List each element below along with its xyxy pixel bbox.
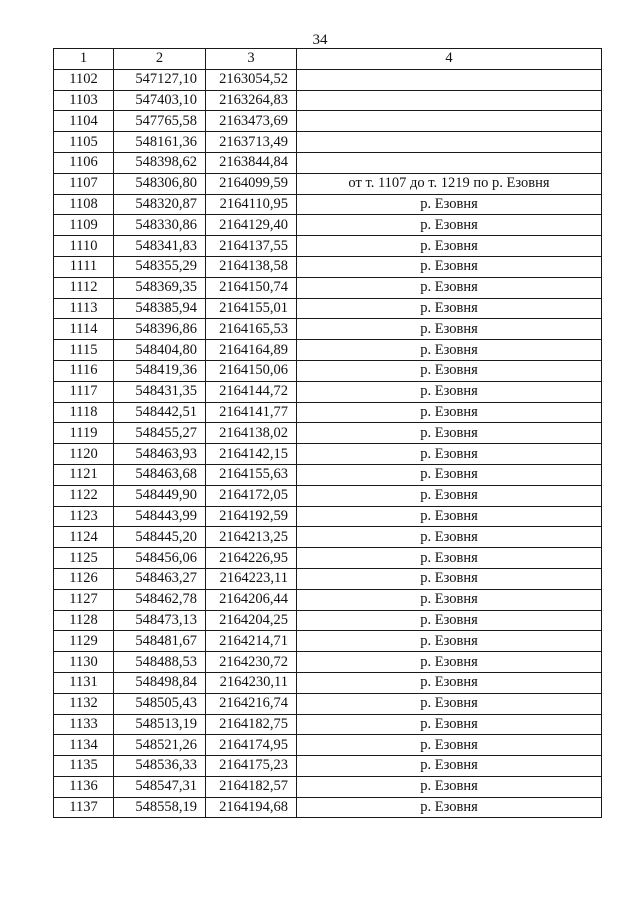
description-cell: р. Езовня [297,444,602,465]
point-number-cell: 1115 [54,340,114,361]
table-row [54,132,602,153]
y-coordinate-cell: 2164141,77 [206,402,297,423]
description-cell [297,90,602,111]
point-number-cell: 1128 [54,610,114,631]
table-row [54,277,602,298]
x-coordinate-cell: 548456,06 [114,548,206,569]
y-coordinate-cell: 2164150,06 [206,360,297,381]
description-cell: от т. 1107 до т. 1219 по р. Езовня [297,173,602,194]
x-coordinate-cell: 548398,62 [114,152,206,173]
description-cell: р. Езовня [297,423,602,444]
table-header-row [54,49,602,70]
description-cell [297,132,602,153]
table-row [54,610,602,631]
table-row [54,423,602,444]
x-coordinate-cell: 548385,94 [114,298,206,319]
description-cell: р. Езовня [297,298,602,319]
x-coordinate-cell: 548341,83 [114,236,206,257]
y-coordinate-cell: 2164172,05 [206,485,297,506]
x-coordinate-cell: 548445,20 [114,527,206,548]
y-coordinate-cell: 2164216,74 [206,693,297,714]
point-number-cell: 1131 [54,672,114,693]
x-coordinate-cell: 548481,67 [114,631,206,652]
point-number-cell: 1132 [54,693,114,714]
x-coordinate-cell: 548536,33 [114,756,206,777]
y-coordinate-cell: 2164165,53 [206,319,297,340]
point-number-cell: 1108 [54,194,114,215]
table-row [54,319,602,340]
point-number-cell: 1125 [54,548,114,569]
description-cell: р. Езовня [297,776,602,797]
point-number-cell: 1121 [54,464,114,485]
x-coordinate-cell: 548462,78 [114,589,206,610]
y-coordinate-cell: 2164182,75 [206,714,297,735]
point-number-cell: 1117 [54,381,114,402]
description-cell: р. Езовня [297,589,602,610]
point-number-cell: 1135 [54,756,114,777]
table-row [54,631,602,652]
point-number-cell: 1120 [54,444,114,465]
description-cell: р. Езовня [297,568,602,589]
description-cell: р. Езовня [297,610,602,631]
y-coordinate-cell: 2164175,23 [206,756,297,777]
description-cell: р. Езовня [297,402,602,423]
y-coordinate-cell: 2163713,49 [206,132,297,153]
table-row [54,672,602,693]
y-coordinate-cell: 2164194,68 [206,797,297,818]
table-row [54,756,602,777]
point-number-cell: 1103 [54,90,114,111]
table-row [54,381,602,402]
x-coordinate-cell: 548431,35 [114,381,206,402]
table-row [54,485,602,506]
table-row [54,548,602,569]
y-coordinate-cell: 2164099,59 [206,173,297,194]
y-coordinate-cell: 2164155,63 [206,464,297,485]
table-row [54,693,602,714]
y-coordinate-cell: 2164137,55 [206,236,297,257]
x-coordinate-cell: 548404,80 [114,340,206,361]
description-cell: р. Езовня [297,340,602,361]
point-number-cell: 1116 [54,360,114,381]
table-row [54,69,602,90]
x-coordinate-cell: 548558,19 [114,797,206,818]
x-coordinate-cell: 547127,10 [114,69,206,90]
point-number-cell: 1107 [54,173,114,194]
y-coordinate-cell: 2164223,11 [206,568,297,589]
point-number-cell: 1114 [54,319,114,340]
description-cell: р. Езовня [297,256,602,277]
description-cell: р. Езовня [297,756,602,777]
x-coordinate-cell: 548463,27 [114,568,206,589]
table-row [54,194,602,215]
point-number-cell: 1102 [54,69,114,90]
y-coordinate-cell: 2164150,74 [206,277,297,298]
column-header-point: 1 [54,49,114,70]
description-cell: р. Езовня [297,485,602,506]
x-coordinate-cell: 548521,26 [114,735,206,756]
table-row [54,340,602,361]
y-coordinate-cell: 2164174,95 [206,735,297,756]
y-coordinate-cell: 2164213,25 [206,527,297,548]
description-cell: р. Езовня [297,672,602,693]
point-number-cell: 1137 [54,797,114,818]
y-coordinate-cell: 2164142,15 [206,444,297,465]
point-number-cell: 1104 [54,111,114,132]
point-number-cell: 1118 [54,402,114,423]
point-number-cell: 1134 [54,735,114,756]
column-header-description: 4 [297,49,602,70]
table-row [54,444,602,465]
y-coordinate-cell: 2164164,89 [206,340,297,361]
column-header-x: 2 [114,49,206,70]
description-cell: р. Езовня [297,797,602,818]
y-coordinate-cell: 2163054,52 [206,69,297,90]
x-coordinate-cell: 548306,80 [114,173,206,194]
description-cell: р. Езовня [297,652,602,673]
y-coordinate-cell: 2164230,11 [206,672,297,693]
table-row [54,236,602,257]
y-coordinate-cell: 2164138,02 [206,423,297,444]
table-row [54,256,602,277]
point-number-cell: 1123 [54,506,114,527]
table-row [54,589,602,610]
y-coordinate-cell: 2164206,44 [206,589,297,610]
description-cell [297,69,602,90]
table-row [54,111,602,132]
x-coordinate-cell: 548455,27 [114,423,206,444]
y-coordinate-cell: 2163264,83 [206,90,297,111]
y-coordinate-cell: 2164110,95 [206,194,297,215]
description-cell: р. Езовня [297,319,602,340]
table-row [54,735,602,756]
table-row [54,173,602,194]
x-coordinate-cell: 547403,10 [114,90,206,111]
description-cell: р. Езовня [297,631,602,652]
x-coordinate-cell: 548463,68 [114,464,206,485]
description-cell [297,152,602,173]
y-coordinate-cell: 2164155,01 [206,298,297,319]
table-row [54,714,602,735]
y-coordinate-cell: 2164138,58 [206,256,297,277]
point-number-cell: 1129 [54,631,114,652]
y-coordinate-cell: 2164144,72 [206,381,297,402]
x-coordinate-cell: 548498,84 [114,672,206,693]
table-row [54,464,602,485]
description-cell: р. Езовня [297,735,602,756]
x-coordinate-cell: 548355,29 [114,256,206,277]
x-coordinate-cell: 548443,99 [114,506,206,527]
description-cell: р. Езовня [297,527,602,548]
y-coordinate-cell: 2164192,59 [206,506,297,527]
y-coordinate-cell: 2163473,69 [206,111,297,132]
x-coordinate-cell: 548488,53 [114,652,206,673]
point-number-cell: 1106 [54,152,114,173]
table-row [54,215,602,236]
x-coordinate-cell: 548547,31 [114,776,206,797]
point-number-cell: 1130 [54,652,114,673]
table-row [54,652,602,673]
x-coordinate-cell: 547765,58 [114,111,206,132]
description-cell: р. Езовня [297,277,602,298]
column-header-y: 3 [206,49,297,70]
description-cell: р. Езовня [297,714,602,735]
description-cell: р. Езовня [297,464,602,485]
description-cell: р. Езовня [297,693,602,714]
x-coordinate-cell: 548419,36 [114,360,206,381]
point-number-cell: 1112 [54,277,114,298]
description-cell: р. Езовня [297,360,602,381]
x-coordinate-cell: 548396,86 [114,319,206,340]
description-cell: р. Езовня [297,381,602,402]
table-row [54,506,602,527]
y-coordinate-cell: 2163844,84 [206,152,297,173]
description-cell: р. Езовня [297,236,602,257]
point-number-cell: 1124 [54,527,114,548]
x-coordinate-cell: 548463,93 [114,444,206,465]
point-number-cell: 1126 [54,568,114,589]
page-number: 34 [312,32,328,48]
description-cell: р. Езовня [297,194,602,215]
table-row [54,360,602,381]
x-coordinate-cell: 548369,35 [114,277,206,298]
table-row [54,776,602,797]
y-coordinate-cell: 2164214,71 [206,631,297,652]
description-cell: р. Езовня [297,548,602,569]
description-cell: р. Езовня [297,506,602,527]
point-number-cell: 1122 [54,485,114,506]
x-coordinate-cell: 548320,87 [114,194,206,215]
coordinates-table [53,48,602,818]
description-cell [297,111,602,132]
x-coordinate-cell: 548473,13 [114,610,206,631]
table-body [54,69,602,818]
description-cell: р. Езовня [297,215,602,236]
y-coordinate-cell: 2164129,40 [206,215,297,236]
y-coordinate-cell: 2164226,95 [206,548,297,569]
x-coordinate-cell: 548442,51 [114,402,206,423]
table-row [54,152,602,173]
y-coordinate-cell: 2164230,72 [206,652,297,673]
y-coordinate-cell: 2164182,57 [206,776,297,797]
point-number-cell: 1109 [54,215,114,236]
x-coordinate-cell: 548330,86 [114,215,206,236]
point-number-cell: 1110 [54,236,114,257]
point-number-cell: 1105 [54,132,114,153]
x-coordinate-cell: 548505,43 [114,693,206,714]
table-row [54,402,602,423]
x-coordinate-cell: 548161,36 [114,132,206,153]
table-row [54,568,602,589]
point-number-cell: 1127 [54,589,114,610]
table-row [54,797,602,818]
y-coordinate-cell: 2164204,25 [206,610,297,631]
point-number-cell: 1111 [54,256,114,277]
x-coordinate-cell: 548449,90 [114,485,206,506]
point-number-cell: 1113 [54,298,114,319]
table-row [54,90,602,111]
point-number-cell: 1136 [54,776,114,797]
x-coordinate-cell: 548513,19 [114,714,206,735]
point-number-cell: 1133 [54,714,114,735]
table-row [54,298,602,319]
point-number-cell: 1119 [54,423,114,444]
table-row [54,527,602,548]
